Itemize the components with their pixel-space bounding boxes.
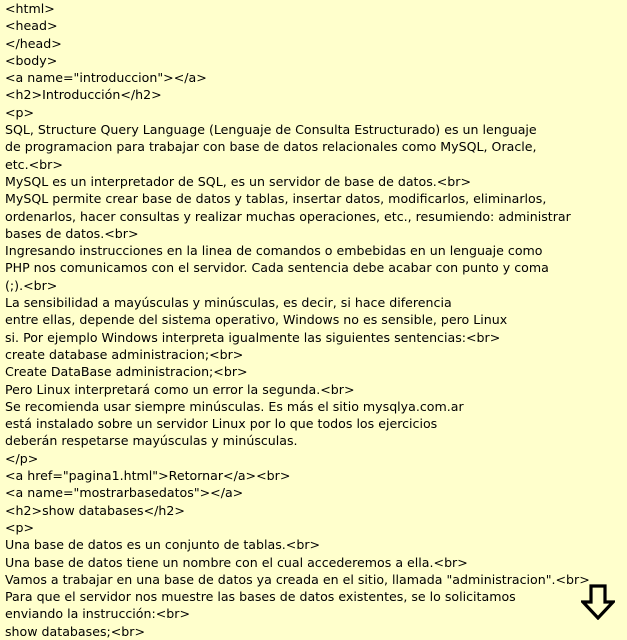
code-line: Para que el servidor nos muestre las bases de datos existentes, se lo solicitamos [5,589,516,605]
code-line: Ingresando instrucciones en la linea de comandos o embebidas en un lenguaje como [5,243,543,259]
code-line: show databases;<br> [5,623,146,639]
code-line: La sensibilidad a mayúsculas y minúsculas, es decir, si hace diferencia [5,295,452,311]
code-line: deberán respetarse mayúsculas y minúsculas. [5,433,298,449]
code-line: entre ellas, depende del sistema operativo, Windows no es sensible, pero Linux [5,312,508,328]
code-line: Se recomienda usar siempre minúsculas. Es más el sitio mysqlya.com.ar [5,398,464,414]
code-line: <html> [5,1,55,16]
code-line: Pero Linux interpretará como un error la segunda.<br> [5,381,355,397]
code-line: si. Por ejemplo Windows interpreta igualmente las siguientes sentencias:<br> [5,329,501,345]
code-line: etc.<br> [5,156,63,172]
code-line: <a href="pagina1.html">Retornar</a><br> [5,468,291,484]
code-line: Vamos a trabajar en una base de datos ya creada en el sitio, llamada "administracion".<br> [5,571,590,587]
code-line: ordenarlos, hacer consultas y realizar muchas operaciones, etc., resumiendo: administrar [5,208,571,224]
code-line: PHP nos comunicamos con el servidor. Cada sentencia debe acabar con punto y coma [5,260,549,276]
code-line: <h2>Introducción</h2> [5,87,162,103]
code-line: <a name="mostrarbasedatos"></a> [5,485,244,501]
code-line: (;).<br> [5,277,58,293]
code-line: <head> [5,18,58,34]
code-line: Create DataBase administracion;<br> [5,364,248,380]
code-line: create database administracion;<br> [5,346,244,362]
code-line: está instalado sobre un servidor Linux por lo que todos los ejercicios [5,416,438,432]
code-line: </p> [5,450,39,466]
code-line: <h2>show databases</h2> [5,502,185,518]
code-line: <p> [5,519,35,535]
code-line: SQL, Structure Query Language (Lenguaje de Consulta Estructurado) es un lenguaje [5,122,537,138]
code-line: Una base de datos es un conjunto de tablas.<br> [5,537,321,553]
code-line: <p> [5,104,35,120]
arrow-down-icon[interactable] [581,584,615,620]
code-line: bases de datos.<br> [5,225,139,241]
code-line: </head> [5,35,62,51]
code-line: enviando la instrucción:<br> [5,606,190,622]
code-line: <a name="introduccion"></a> [5,70,207,86]
code-line: <body> [5,52,58,68]
code-line: Una base de datos tiene un nombre con el cual accederemos a ella.<br> [5,554,468,570]
code-line: MySQL permite crear base de datos y tablas, insertar datos, modificarlos, eliminarlos, [5,191,547,207]
code-line: MySQL es un interpretador de SQL, es un servidor de base de datos.<br> [5,173,472,189]
code-line: de programacion para trabajar con base de datos relacionales como MySQL, Oracle, [5,139,537,155]
